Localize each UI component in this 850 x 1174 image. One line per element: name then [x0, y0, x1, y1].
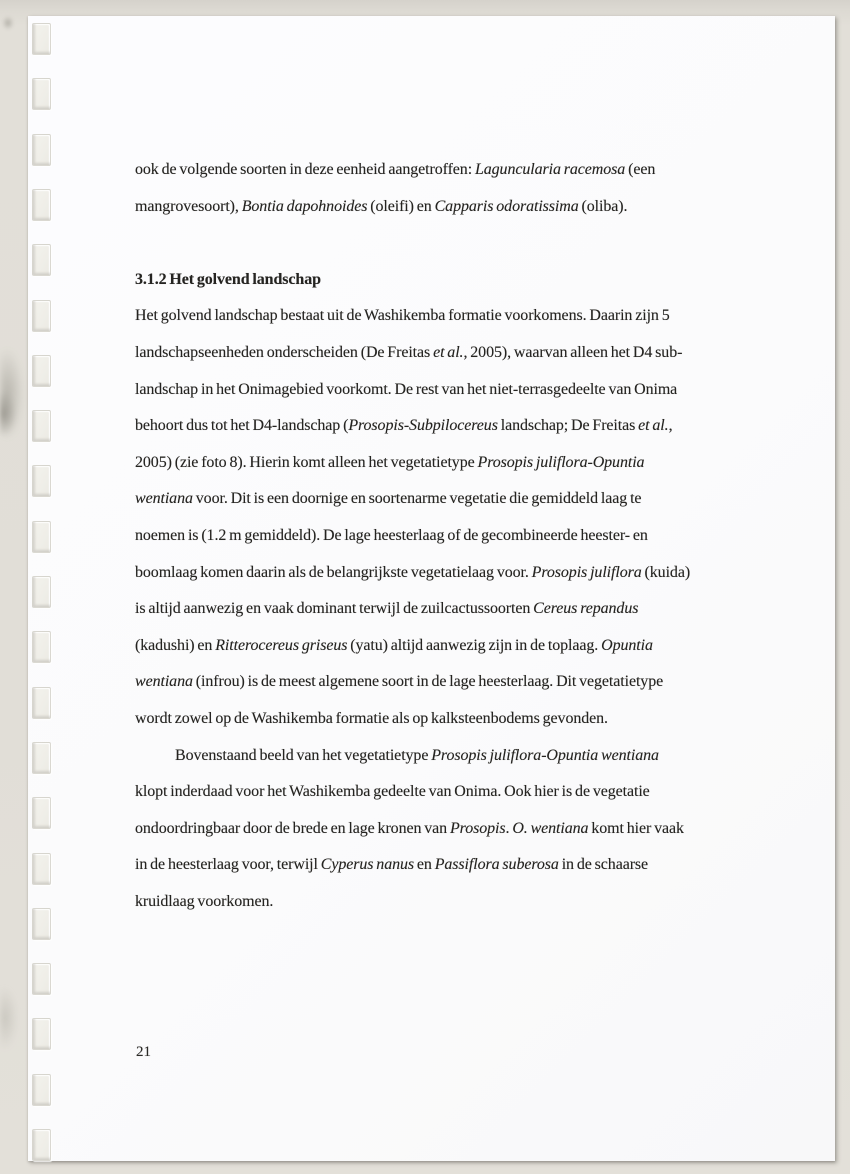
species-name-italic: Opuntia — [601, 636, 653, 654]
text-segment: behoort dus tot het D4-landschap ( — [135, 417, 349, 435]
page-number: 21 — [136, 1044, 151, 1060]
text-line — [135, 189, 775, 226]
text-segment: . — [505, 819, 513, 837]
text-line — [135, 664, 775, 701]
text-segment: landschap in het Onimagebied voorkomt. De rest van het niet-terrasgedeelte van Onima — [135, 380, 678, 398]
binding-hole — [32, 23, 51, 55]
text-segment: (infrou) is de meest algemene soort in de lage heesterlaag. Dit vegetatietype — [192, 673, 664, 691]
species-name-italic: et al. — [638, 417, 669, 435]
text-line — [135, 518, 775, 555]
species-name-italic: wentiana — [135, 673, 193, 691]
scan-smudge — [0, 392, 16, 436]
section-heading — [135, 262, 775, 299]
text-segment: wordt zowel op de Washikemba formatie als op kalksteenbodems gevonden. — [135, 709, 608, 727]
binding-hole — [32, 797, 51, 829]
binding-hole — [32, 576, 51, 608]
binding-hole — [32, 78, 51, 110]
species-name-italic: O. wentiana — [512, 819, 589, 837]
species-name-italic: Prosopis juliflora-Opuntia wentiana — [431, 746, 659, 764]
text-segment: landschap; De Freitas — [497, 417, 639, 435]
text-line — [135, 335, 775, 372]
species-name-italic: Prosopis — [449, 819, 506, 837]
binding-hole — [32, 465, 51, 497]
text-segment: mangrovesoort), — [135, 197, 242, 215]
species-name-italic: Prosopis juliflora-Opuntia — [477, 453, 645, 471]
text-segment: klopt inderdaad voor het Washikemba gedeelte van Onima. Ook hier is de vegetatie — [135, 783, 650, 801]
text-line — [135, 481, 775, 518]
binding-hole — [32, 410, 51, 442]
text-segment: (oliba). — [578, 197, 628, 215]
text-segment: voor. Dit is een doornige en soortenarme vegetatie die gemiddeld laag te — [192, 490, 642, 508]
text-line — [135, 372, 775, 409]
text-line — [135, 445, 775, 482]
binding-holes — [28, 16, 58, 1161]
binding-hole — [32, 300, 51, 332]
binding-hole — [32, 1074, 51, 1106]
text-segment: Het golvend landschap bestaat uit de Washikemba formatie voorkomens. Daarin zijn 5 — [135, 307, 670, 325]
text-line — [135, 774, 775, 811]
species-name-italic: Bontia dapohnoides — [241, 197, 368, 215]
binding-hole — [32, 742, 51, 774]
species-name-italic: Prosopis juliflora — [531, 563, 642, 581]
species-name-italic: Prosopis-Subpilocereus — [348, 417, 498, 435]
binding-hole — [32, 1129, 51, 1161]
species-name-italic: Cyperus nanus — [320, 856, 415, 874]
text-segment: (een — [625, 161, 656, 178]
text-segment: in de schaarse — [558, 856, 649, 874]
text-segment: (oleifi) en — [367, 197, 435, 215]
binding-hole — [32, 853, 51, 885]
text-segment: (kadushi) en — [135, 636, 216, 654]
binding-hole — [32, 189, 51, 221]
binding-hole — [32, 134, 51, 166]
species-name-italic: wentiana — [135, 490, 193, 508]
text-segment: in de heesterlaag voor, terwijl — [135, 856, 321, 874]
text-line — [135, 555, 775, 592]
text-segment: en — [414, 856, 435, 874]
text-line — [135, 591, 775, 628]
blank-line — [135, 225, 775, 262]
text-block — [135, 152, 775, 920]
text-segment: komt hier vaak — [588, 819, 684, 837]
binding-hole — [32, 244, 51, 276]
text-segment: ondoordringbaar door de brede en lage kronen van — [135, 819, 450, 837]
binding-hole — [32, 631, 51, 663]
text-segment: ook de volgende soorten in deze eenheid aangetroffen: — [135, 161, 475, 178]
text-segment: (kuida) — [641, 563, 691, 581]
text-segment: is altijd aanwezig en vaak dominant terwijl de zuilcactussoorten — [135, 600, 534, 618]
species-name-italic: Passiflora suberosa — [434, 856, 559, 874]
species-name-italic: et al. — [433, 343, 464, 361]
species-name-italic: Ritterocereus griseus — [215, 636, 348, 654]
text-line — [135, 811, 775, 848]
binding-hole — [32, 687, 51, 719]
text-segment: 3.1.2 Het golvend landschap — [135, 270, 321, 288]
binding-hole — [32, 908, 51, 940]
scan-smudge — [2, 16, 14, 30]
scan-smudge — [0, 986, 18, 1050]
text-segment: , 2005), waarvan alleen het D4 sub- — [463, 343, 683, 361]
text-line — [135, 847, 775, 884]
text-line — [135, 884, 775, 921]
scan-smudge — [0, 348, 24, 440]
text-segment: kruidlaag voorkomen. — [135, 892, 274, 910]
binding-hole — [32, 963, 51, 995]
binding-hole — [32, 521, 51, 553]
species-name-italic: Capparis odoratissima — [434, 197, 579, 215]
text-line — [135, 298, 775, 335]
text-line — [135, 628, 775, 665]
text-segment: landschapseenheden onderscheiden (De Freitas — [135, 343, 434, 361]
text-segment: 2005) (zie foto 8). Hierin komt alleen het vegetatietype — [135, 453, 478, 471]
text-segment: Bovenstaand beeld van het vegetatietype — [175, 746, 432, 764]
binding-hole — [32, 1018, 51, 1050]
species-name-italic: Cereus repandus — [533, 600, 639, 618]
paper-page — [28, 16, 835, 1161]
text-segment: noemen is (1.2 m gemiddeld). De lage heesterlaag of de gecombineerde heester- en — [135, 526, 648, 544]
text-segment: (yatu) altijd aanwezig zijn in de toplaag. — [347, 636, 602, 654]
binding-hole — [32, 355, 51, 387]
text-segment: boomlaag komen daarin als de belangrijkste vegetatielaag voor. — [135, 563, 532, 581]
text-line — [135, 152, 775, 189]
text-line — [135, 408, 775, 445]
text-line — [135, 738, 775, 775]
text-segment: , — [668, 417, 673, 435]
text-line — [135, 701, 775, 738]
species-name-italic: Laguncularia racemosa — [474, 161, 626, 178]
